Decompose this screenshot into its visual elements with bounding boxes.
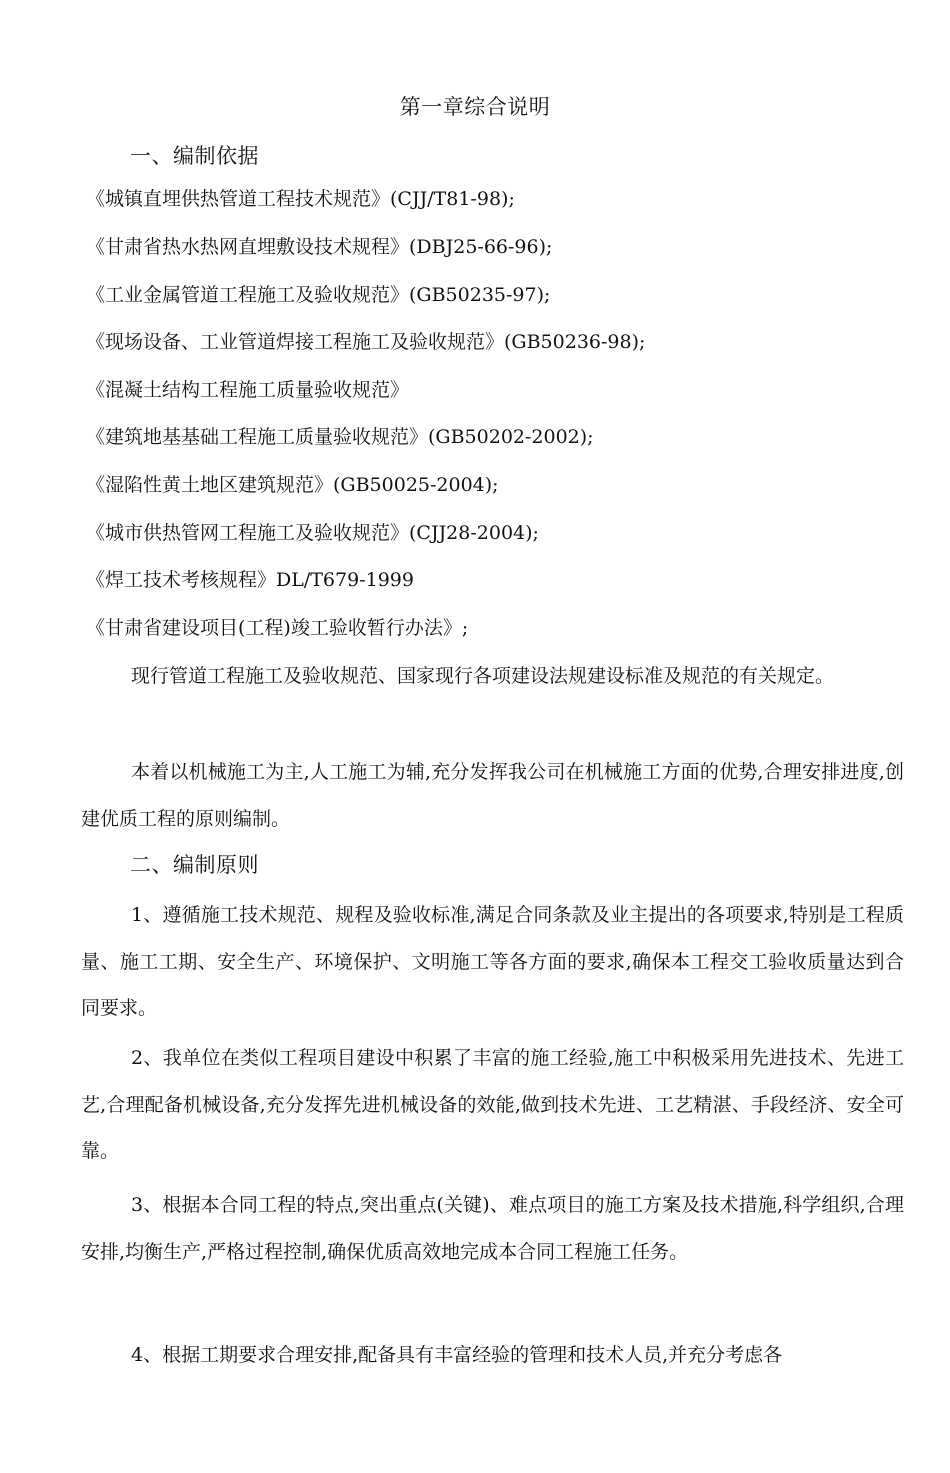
basis-paragraph-approach: 本着以机械施工为主,人工施工为辅,充分发挥我公司在机械施工方面的优势,合理安排进度,创建优质工程的原则编制。 [81, 761, 904, 830]
reference-item: 《现场设备、工业管道焊接工程施工及验收规范》(GB50236-98); [86, 331, 646, 353]
principle-item: 4、根据工期要求合理安排,配备具有丰富经验的管理和技术人员,并充分考虑各 [131, 1344, 783, 1366]
reference-item: 《焊工技术考核规程》DL/T679-1999 [86, 569, 414, 591]
reference-item: 《甘肃省建设项目(工程)竣工验收暂行办法》; [86, 617, 469, 639]
reference-item: 《混凝土结构工程施工质量验收规范》 [86, 379, 410, 401]
principle-item: 1、遵循施工技术规范、规程及验收标准,满足合同条款及业主提出的各项要求,特别是工程质量、施工工期、安全生产、环境保护、文明施工等各方面的要求,确保本工程交工验收质量达到合同要求。 [81, 904, 904, 1019]
chapter-title: 第一章综合说明 [399, 95, 551, 119]
reference-item: 《工业金属管道工程施工及验收规范》(GB50235-97); [86, 284, 551, 306]
principle-item: 3、根据本合同工程的特点,突出重点(关键)、难点项目的施工方案及技术措施,科学组织,合理安排,均衡生产,严格过程控制,确保优质高效地完成本合同工程施工任务。 [81, 1194, 904, 1263]
section-heading-principles: 二、编制原则 [130, 853, 259, 877]
basis-paragraph-regulations: 现行管道工程施工及验收规范、国家现行各项建设法规建设标准及规范的有关规定。 [131, 665, 835, 687]
reference-item: 《建筑地基基础工程施工质量验收规范》(GB50202-2002); [86, 426, 594, 448]
reference-item: 《湿陷性黄土地区建筑规范》(GB50025-2004); [86, 474, 499, 496]
section-heading-basis: 一、编制依据 [130, 144, 259, 168]
reference-item: 《城镇直埋供热管道工程技术规范》(CJJ/T81-98); [86, 188, 515, 210]
reference-item: 《甘肃省热水热网直埋敷设技术规程》(DBJ25-66-96); [86, 236, 553, 258]
reference-item: 《城市供热管网工程施工及验收规范》(CJJ28-2004); [86, 522, 539, 544]
principle-item: 2、我单位在类似工程项目建设中积累了丰富的施工经验,施工中积极采用先进技术、先进工艺,合理配备机械设备,充分发挥先进机械设备的效能,做到技术先进、工艺精湛、手段经济、安全可靠。 [81, 1047, 904, 1162]
